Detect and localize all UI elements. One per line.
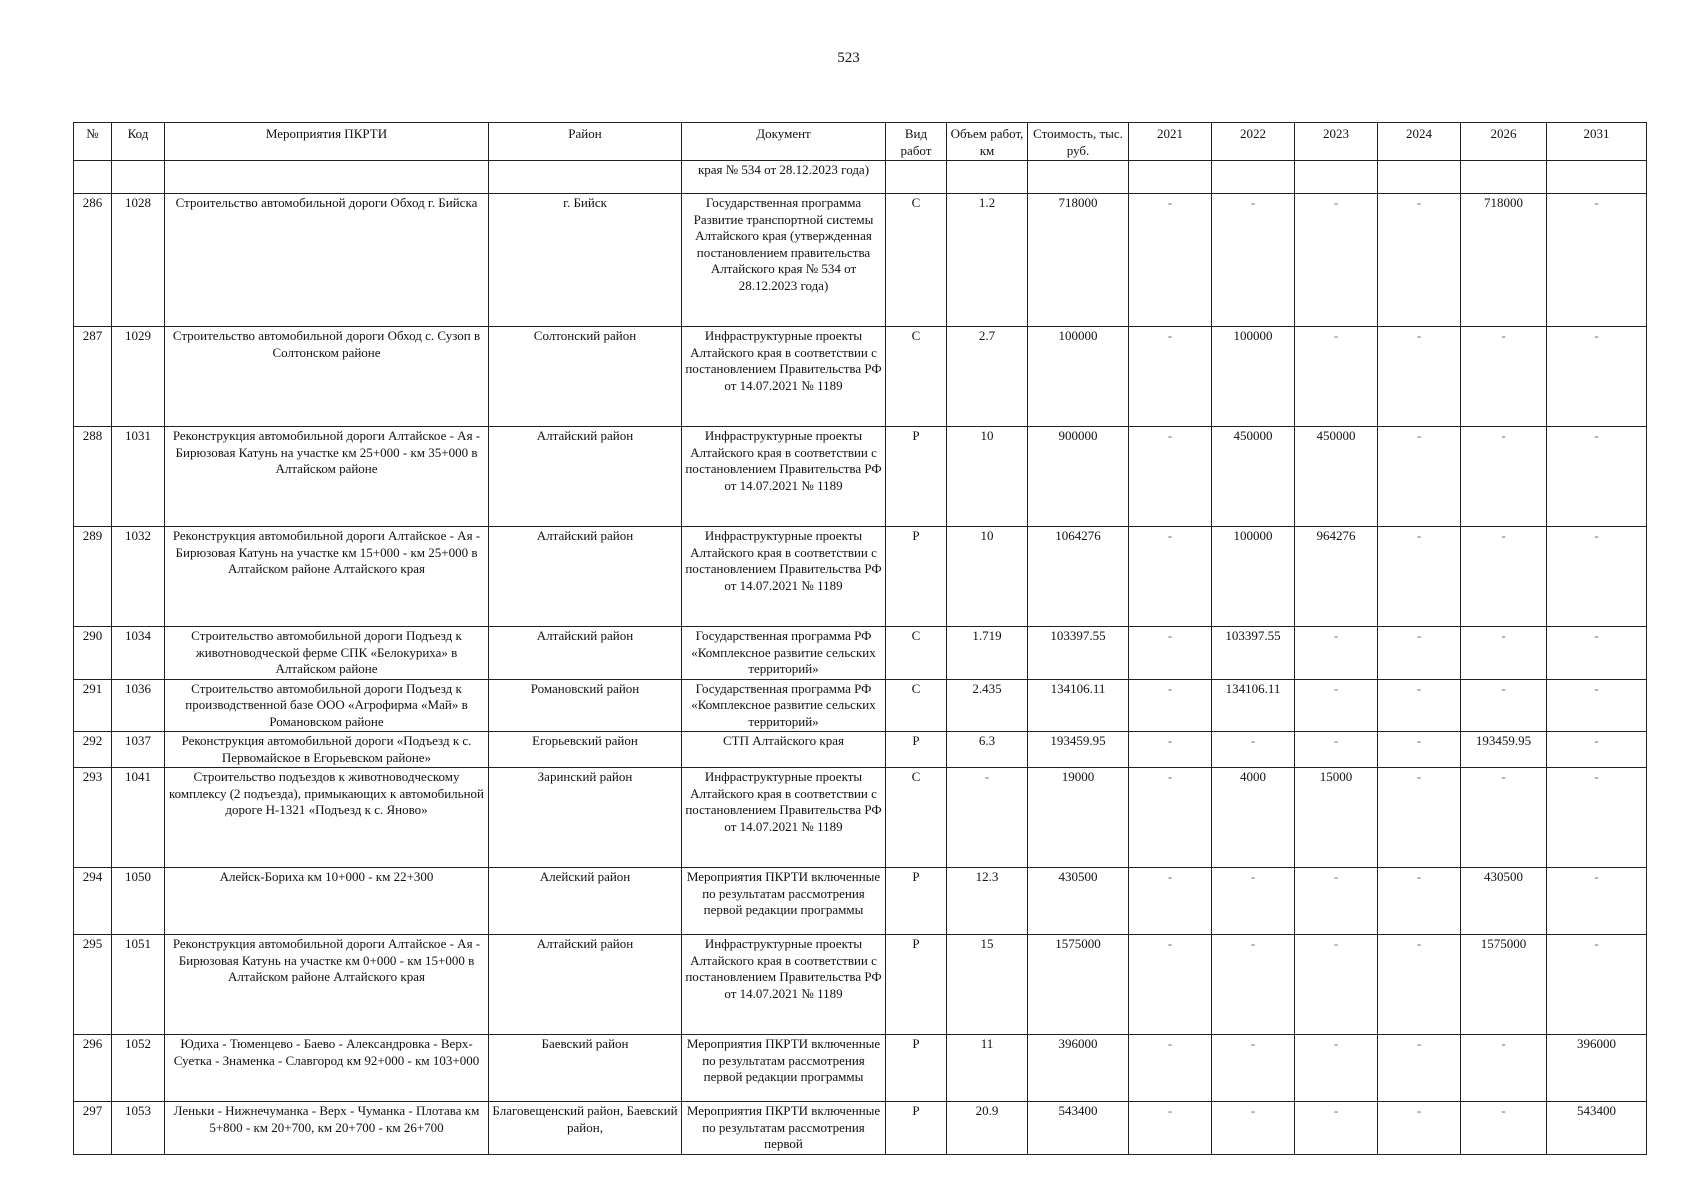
- cell-y2031: -: [1547, 194, 1647, 327]
- cell-volume: 12.3: [947, 868, 1028, 935]
- cell-document: Инфраструктурные проекты Алтайского края в соответствии с постановлением Правительства РФ от 14.07.2021 № 1189: [682, 527, 886, 627]
- cell-y2026: -: [1461, 327, 1547, 427]
- cell-volume: 10: [947, 427, 1028, 527]
- cell-y2024: -: [1378, 768, 1461, 868]
- table-row: [74, 194, 1647, 327]
- cell-cost: 543400: [1028, 1102, 1129, 1155]
- cell-volume: 2.7: [947, 327, 1028, 427]
- cell-work-type: С: [886, 679, 947, 732]
- column-header-cost: Стоимость, тыс. руб.: [1028, 123, 1129, 161]
- cell-work-type: Р: [886, 1102, 947, 1155]
- table-row: [74, 427, 1647, 527]
- cell-y2021: -: [1129, 627, 1212, 680]
- cell-num: 293: [74, 768, 112, 868]
- cell-y2031: -: [1547, 427, 1647, 527]
- cell-event: [165, 161, 489, 194]
- cell-y2021: -: [1129, 868, 1212, 935]
- cell-y2023: -: [1295, 868, 1378, 935]
- cell-event: Строительство подъездов к животноводческому комплексу (2 подъезда), примыкающих к автомобильной дороге Н-1321 «Подъезд к с. Яново»: [165, 768, 489, 868]
- cell-y2023: 964276: [1295, 527, 1378, 627]
- cell-y2022: 103397.55: [1212, 627, 1295, 680]
- cell-y2021: -: [1129, 768, 1212, 868]
- cell-y2024: -: [1378, 1102, 1461, 1155]
- cell-code: 1028: [112, 194, 165, 327]
- cell-y2022: -: [1212, 935, 1295, 1035]
- cell-code: 1053: [112, 1102, 165, 1155]
- cell-y2023: -: [1295, 732, 1378, 768]
- cell-y2026: -: [1461, 768, 1547, 868]
- cell-y2023: -: [1295, 1102, 1378, 1155]
- cell-y2022: 100000: [1212, 527, 1295, 627]
- cell-code: 1050: [112, 868, 165, 935]
- cell-document: Государственная программа Развитие транспортной системы Алтайского края (утвержденная постановлением правительства Алтайского края № 534 от 28.12.2023 года): [682, 194, 886, 327]
- cell-num: 287: [74, 327, 112, 427]
- cell-cost: 1064276: [1028, 527, 1129, 627]
- cell-y2021: -: [1129, 679, 1212, 732]
- column-header-code: Код: [112, 123, 165, 161]
- cell-y2026: [1461, 161, 1547, 194]
- cell-district: Алейский район: [489, 868, 682, 935]
- cell-y2031: -: [1547, 327, 1647, 427]
- cell-document: Инфраструктурные проекты Алтайского края в соответствии с постановлением Правительства РФ от 14.07.2021 № 1189: [682, 427, 886, 527]
- cell-district: Алтайский район: [489, 627, 682, 680]
- cell-y2031: -: [1547, 527, 1647, 627]
- cell-code: 1037: [112, 732, 165, 768]
- cell-num: 295: [74, 935, 112, 1035]
- cell-cost: 134106.11: [1028, 679, 1129, 732]
- cell-document: Государственная программа РФ «Комплексное развитие сельских территорий»: [682, 679, 886, 732]
- cell-y2026: -: [1461, 527, 1547, 627]
- column-header-y2023: 2023: [1295, 123, 1378, 161]
- column-header-y2022: 2022: [1212, 123, 1295, 161]
- table-row: [74, 627, 1647, 680]
- column-header-event: Мероприятия ПКРТИ: [165, 123, 489, 161]
- cell-event: Алейск-Бориха км 10+000 - км 22+300: [165, 868, 489, 935]
- cell-document: Инфраструктурные проекты Алтайского края в соответствии с постановлением Правительства РФ от 14.07.2021 № 1189: [682, 768, 886, 868]
- cell-event: Реконструкция автомобильной дороги «Подъезд к с. Первомайское в Егорьевском районе»: [165, 732, 489, 768]
- cell-y2022: 450000: [1212, 427, 1295, 527]
- table-row: [74, 1035, 1647, 1102]
- cell-y2031: -: [1547, 732, 1647, 768]
- cell-district: Алтайский район: [489, 427, 682, 527]
- cell-work-type: С: [886, 327, 947, 427]
- pkrti-table: [73, 122, 1647, 1155]
- cell-num: 288: [74, 427, 112, 527]
- table-row: [74, 768, 1647, 868]
- cell-y2024: -: [1378, 868, 1461, 935]
- cell-y2031: -: [1547, 679, 1647, 732]
- cell-document: Инфраструктурные проекты Алтайского края в соответствии с постановлением Правительства РФ от 14.07.2021 № 1189: [682, 327, 886, 427]
- cell-y2023: -: [1295, 679, 1378, 732]
- cell-y2023: -: [1295, 1035, 1378, 1102]
- cell-event: Реконструкция автомобильной дороги Алтайское - Ая - Бирюзовая Катунь на участке км 0+000 - км 15+000 в Алтайском районе Алтайского края: [165, 935, 489, 1035]
- cell-y2021: -: [1129, 935, 1212, 1035]
- cell-y2022: -: [1212, 732, 1295, 768]
- table-body: [74, 161, 1647, 1155]
- cell-y2026: -: [1461, 1102, 1547, 1155]
- cell-volume: 6.3: [947, 732, 1028, 768]
- column-header-y2031: 2031: [1547, 123, 1647, 161]
- cell-y2024: [1378, 161, 1461, 194]
- cell-district: [489, 161, 682, 194]
- cell-y2021: -: [1129, 527, 1212, 627]
- cell-cost: 103397.55: [1028, 627, 1129, 680]
- cell-code: 1032: [112, 527, 165, 627]
- cell-document: Мероприятия ПКРТИ включенные по результатам рассмотрения первой редакции программы: [682, 1035, 886, 1102]
- cell-y2022: -: [1212, 1102, 1295, 1155]
- cell-cost: 1575000: [1028, 935, 1129, 1035]
- cell-y2031: -: [1547, 768, 1647, 868]
- cell-cost: 900000: [1028, 427, 1129, 527]
- cell-y2021: [1129, 161, 1212, 194]
- cell-num: 297: [74, 1102, 112, 1155]
- cell-cost: 19000: [1028, 768, 1129, 868]
- cell-event: Строительство автомобильной дороги Обход с. Сузоп в Солтонском районе: [165, 327, 489, 427]
- cell-district: Солтонский район: [489, 327, 682, 427]
- cell-district: Баевский район: [489, 1035, 682, 1102]
- cell-y2022: -: [1212, 194, 1295, 327]
- cell-district: Егорьевский район: [489, 732, 682, 768]
- cell-document: Мероприятия ПКРТИ включенные по результатам рассмотрения первой: [682, 1102, 886, 1155]
- cell-volume: 2.435: [947, 679, 1028, 732]
- cell-work-type: Р: [886, 1035, 947, 1102]
- cell-code: 1031: [112, 427, 165, 527]
- cell-y2024: -: [1378, 732, 1461, 768]
- cell-y2026: 430500: [1461, 868, 1547, 935]
- cell-event: Строительство автомобильной дороги Подъезд к производственной базе ООО «Агрофирма «Май» в Романовском районе: [165, 679, 489, 732]
- cell-y2031: 543400: [1547, 1102, 1647, 1155]
- cell-y2026: -: [1461, 427, 1547, 527]
- cell-volume: [947, 161, 1028, 194]
- cell-document: края № 534 от 28.12.2023 года): [682, 161, 886, 194]
- cell-num: 294: [74, 868, 112, 935]
- cell-y2023: -: [1295, 627, 1378, 680]
- cell-y2024: -: [1378, 679, 1461, 732]
- cell-y2031: -: [1547, 935, 1647, 1035]
- cell-volume: -: [947, 768, 1028, 868]
- cell-y2026: 718000: [1461, 194, 1547, 327]
- cell-y2021: -: [1129, 1102, 1212, 1155]
- cell-y2022: 4000: [1212, 768, 1295, 868]
- cell-y2026: 193459.95: [1461, 732, 1547, 768]
- cell-work-type: Р: [886, 868, 947, 935]
- cell-volume: 1.719: [947, 627, 1028, 680]
- cell-y2031: -: [1547, 868, 1647, 935]
- cell-event: Строительство автомобильной дороги Обход г. Бийска: [165, 194, 489, 327]
- cell-work-type: Р: [886, 527, 947, 627]
- cell-code: 1036: [112, 679, 165, 732]
- cell-volume: 11: [947, 1035, 1028, 1102]
- table-row: [74, 161, 1647, 194]
- cell-district: Романовский район: [489, 679, 682, 732]
- column-header-y2024: 2024: [1378, 123, 1461, 161]
- page-number: 523: [837, 50, 860, 66]
- cell-event: Реконструкция автомобильной дороги Алтайское - Ая - Бирюзовая Катунь на участке км 15+000 - км 25+000 в Алтайском районе Алтайского края: [165, 527, 489, 627]
- cell-y2031: 396000: [1547, 1035, 1647, 1102]
- cell-num: 286: [74, 194, 112, 327]
- cell-y2023: -: [1295, 194, 1378, 327]
- cell-document: Государственная программа РФ «Комплексное развитие сельских территорий»: [682, 627, 886, 680]
- column-header-y2026: 2026: [1461, 123, 1547, 161]
- cell-y2024: -: [1378, 527, 1461, 627]
- cell-num: 296: [74, 1035, 112, 1102]
- cell-document: Инфраструктурные проекты Алтайского края в соответствии с постановлением Правительства РФ от 14.07.2021 № 1189: [682, 935, 886, 1035]
- cell-y2021: -: [1129, 732, 1212, 768]
- cell-work-type: С: [886, 194, 947, 327]
- cell-volume: 20.9: [947, 1102, 1028, 1155]
- cell-code: [112, 161, 165, 194]
- cell-y2023: -: [1295, 327, 1378, 427]
- cell-cost: 100000: [1028, 327, 1129, 427]
- table-header-row: [74, 123, 1647, 161]
- cell-district: Заринский район: [489, 768, 682, 868]
- column-header-volume: Объем работ, км: [947, 123, 1028, 161]
- cell-code: 1051: [112, 935, 165, 1035]
- cell-district: Алтайский район: [489, 935, 682, 1035]
- cell-y2026: 1575000: [1461, 935, 1547, 1035]
- cell-num: 291: [74, 679, 112, 732]
- cell-y2022: 100000: [1212, 327, 1295, 427]
- column-header-num: №: [74, 123, 112, 161]
- cell-y2022: -: [1212, 1035, 1295, 1102]
- cell-work-type: Р: [886, 935, 947, 1035]
- table-row: [74, 1102, 1647, 1155]
- table-row: [74, 679, 1647, 732]
- cell-y2024: -: [1378, 427, 1461, 527]
- cell-volume: 10: [947, 527, 1028, 627]
- cell-y2024: -: [1378, 327, 1461, 427]
- cell-event: Строительство автомобильной дороги Подъезд к животноводческой ферме СПК «Белокуриха» в Алтайском районе: [165, 627, 489, 680]
- table-row: [74, 868, 1647, 935]
- cell-y2026: -: [1461, 1035, 1547, 1102]
- cell-work-type: С: [886, 768, 947, 868]
- table-row: [74, 732, 1647, 768]
- cell-work-type: [886, 161, 947, 194]
- cell-y2022: -: [1212, 868, 1295, 935]
- cell-event: Реконструкция автомобильной дороги Алтайское - Ая - Бирюзовая Катунь на участке км 25+000 - км 35+000 в Алтайском районе: [165, 427, 489, 527]
- cell-y2022: 134106.11: [1212, 679, 1295, 732]
- cell-cost: 718000: [1028, 194, 1129, 327]
- cell-y2022: [1212, 161, 1295, 194]
- cell-code: 1041: [112, 768, 165, 868]
- cell-volume: 1.2: [947, 194, 1028, 327]
- cell-y2021: -: [1129, 194, 1212, 327]
- cell-district: Благовещенский район, Баевский район,: [489, 1102, 682, 1155]
- cell-work-type: Р: [886, 732, 947, 768]
- cell-volume: 15: [947, 935, 1028, 1035]
- cell-cost: 193459.95: [1028, 732, 1129, 768]
- cell-event: Юдиха - Тюменцево - Баево - Александровка - Верх-Суетка - Знаменка - Славгород км 92+000 - км 103+000: [165, 1035, 489, 1102]
- cell-code: 1052: [112, 1035, 165, 1102]
- cell-event: Леньки - Нижнечуманка - Верх - Чуманка - Плотава км 5+800 - км 20+700, км 20+700 - км 26+700: [165, 1102, 489, 1155]
- cell-y2023: [1295, 161, 1378, 194]
- cell-y2021: -: [1129, 1035, 1212, 1102]
- cell-cost: 430500: [1028, 868, 1129, 935]
- cell-num: 292: [74, 732, 112, 768]
- cell-y2023: 450000: [1295, 427, 1378, 527]
- cell-y2024: -: [1378, 1035, 1461, 1102]
- table-row: [74, 527, 1647, 627]
- cell-y2024: -: [1378, 935, 1461, 1035]
- column-header-y2021: 2021: [1129, 123, 1212, 161]
- cell-y2024: -: [1378, 627, 1461, 680]
- cell-y2024: -: [1378, 194, 1461, 327]
- cell-y2023: -: [1295, 935, 1378, 1035]
- cell-work-type: С: [886, 627, 947, 680]
- cell-district: г. Бийск: [489, 194, 682, 327]
- cell-code: 1029: [112, 327, 165, 427]
- cell-num: 290: [74, 627, 112, 680]
- cell-y2031: -: [1547, 627, 1647, 680]
- cell-num: [74, 161, 112, 194]
- cell-y2023: 15000: [1295, 768, 1378, 868]
- cell-work-type: Р: [886, 427, 947, 527]
- cell-y2031: [1547, 161, 1647, 194]
- cell-document: СТП Алтайского края: [682, 732, 886, 768]
- cell-num: 289: [74, 527, 112, 627]
- cell-y2021: -: [1129, 327, 1212, 427]
- column-header-district: Район: [489, 123, 682, 161]
- cell-y2026: -: [1461, 627, 1547, 680]
- cell-cost: [1028, 161, 1129, 194]
- column-header-document: Документ: [682, 123, 886, 161]
- cell-y2026: -: [1461, 679, 1547, 732]
- cell-cost: 396000: [1028, 1035, 1129, 1102]
- table-row: [74, 935, 1647, 1035]
- table-row: [74, 327, 1647, 427]
- cell-y2021: -: [1129, 427, 1212, 527]
- column-header-work-type: Вид работ: [886, 123, 947, 161]
- cell-district: Алтайский район: [489, 527, 682, 627]
- cell-document: Мероприятия ПКРТИ включенные по результатам рассмотрения первой редакции программы: [682, 868, 886, 935]
- cell-code: 1034: [112, 627, 165, 680]
